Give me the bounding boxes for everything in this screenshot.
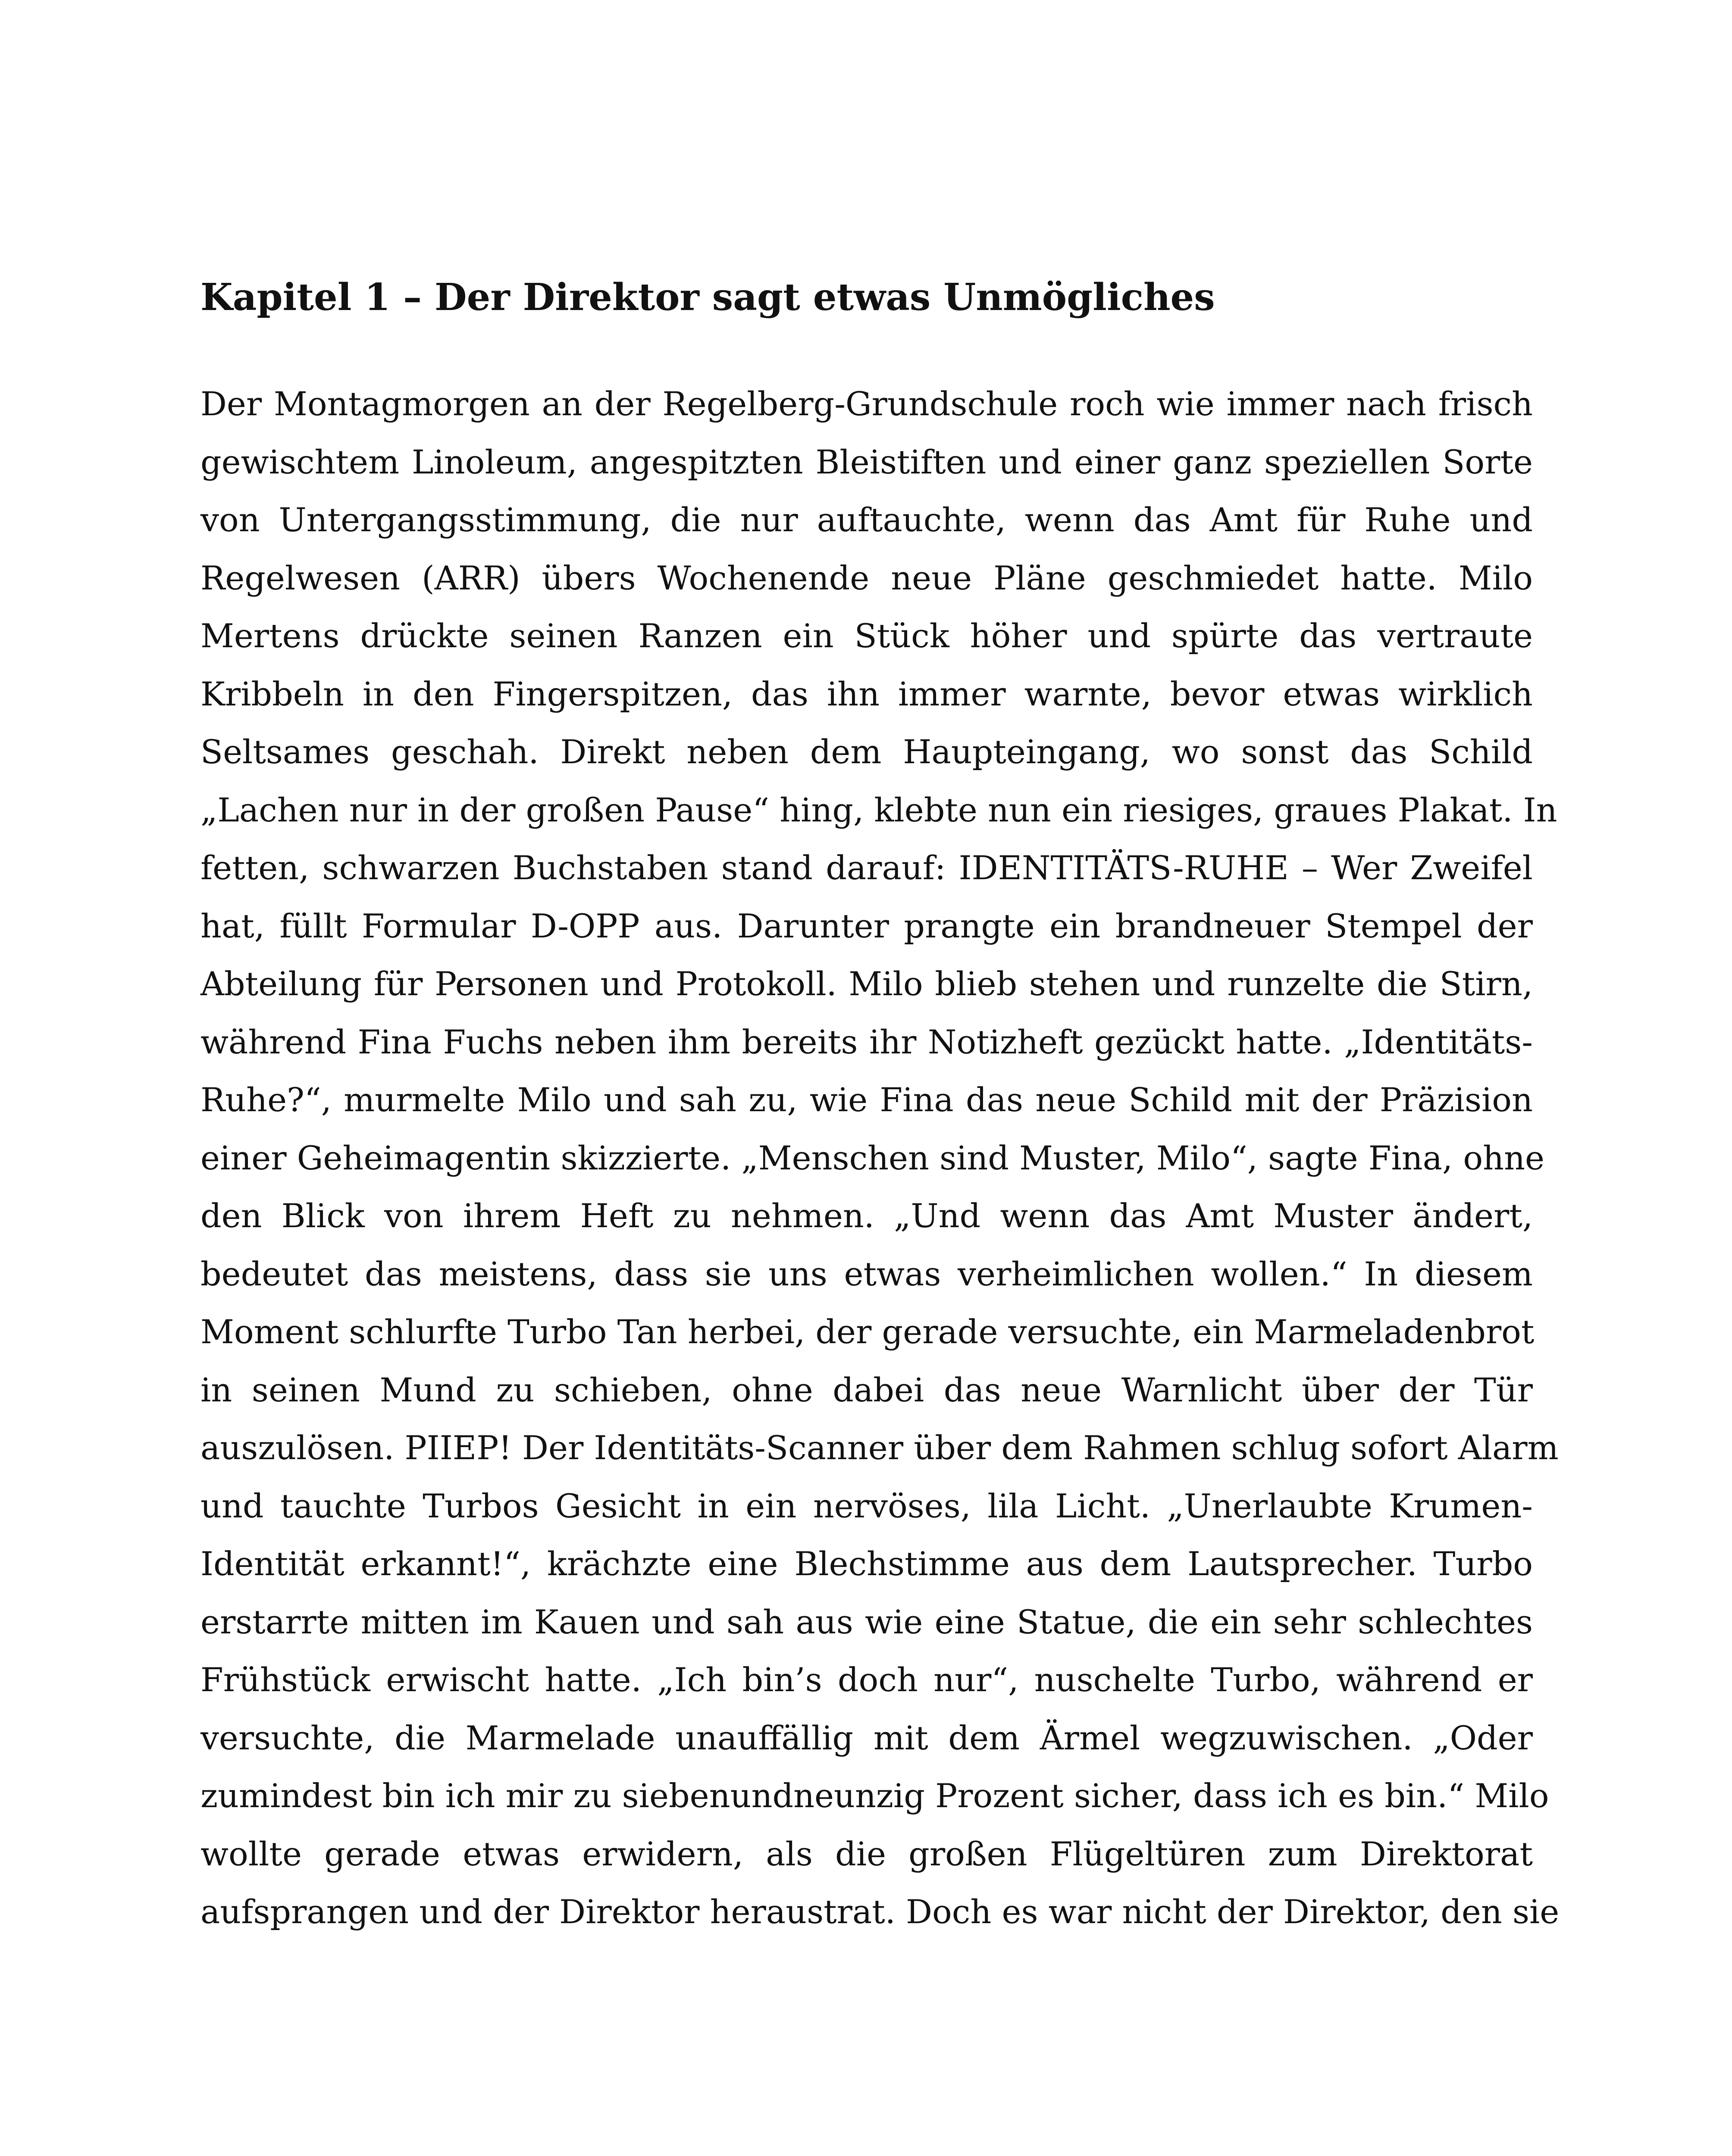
text-line: Identität erkannt!“, krächzte eine Blechstimme aus dem Lautsprecher. Turbo [200, 1545, 1533, 1583]
text-line: erstarrte mitten im Kauen und sah aus wie eine Statue, die ein sehr schlechtes [200, 1602, 1533, 1641]
chapter-body [200, 375, 1560, 1941]
text-line: aufsprangen und der Direktor heraustrat. Doch es war nicht der Direktor, den sie [200, 1893, 1560, 1931]
text-line: Abteilung für Personen und Protokoll. Milo blieb stehen und runzelte die Stirn, [200, 965, 1533, 1003]
text-line: und tauchte Turbos Gesicht in ein nervöses, lila Licht. „Unerlaubte Krumen- [200, 1486, 1533, 1525]
text-line: Regelwesen (ARR) übers Wochenende neue Pläne geschmiedet hatte. Milo [200, 558, 1533, 597]
chapter-heading: Kapitel 1 – Der Direktor sagt etwas Unmögliches [200, 276, 1215, 319]
text-line: einer Geheimagentin skizzierte. „Menschen sind Muster, Milo“, sagte Fina, ohne [200, 1138, 1545, 1177]
text-line: während Fina Fuchs neben ihm bereits ihr Notizheft gezückt hatte. „Identitäts- [200, 1022, 1533, 1061]
text-line: versuchte, die Marmelade unauffällig mit dem Ärmel wegzuwischen. „Oder [200, 1718, 1533, 1757]
text-line: Seltsames geschah. Direkt neben dem Haupteingang, wo sonst das Schild [200, 733, 1533, 771]
text-line: den Blick von ihrem Heft zu nehmen. „Und wenn das Amt Muster ändert, [200, 1197, 1533, 1235]
text-line: fetten, schwarzen Buchstaben stand darauf: IDENTITÄTS-RUHE – Wer Zweifel [200, 849, 1533, 887]
text-line: gewischtem Linoleum, angespitzten Bleistiften und einer ganz speziellen Sorte [200, 442, 1533, 481]
text-line: in seinen Mund zu schieben, ohne dabei das neue Warnlicht über der Tür [200, 1370, 1533, 1409]
text-line: bedeutet das meistens, dass sie uns etwas verheimlichen wollen.“ In diesem [200, 1254, 1533, 1293]
text-line: Der Montagmorgen an der Regelberg-Grundschule roch wie immer nach frisch [200, 385, 1533, 423]
text-line: von Untergangsstimmung, die nur auftauchte, wenn das Amt für Ruhe und [200, 501, 1533, 539]
text-line: Mertens drückte seinen Ranzen ein Stück höher und spürte das vertraute [200, 617, 1533, 655]
text-line: hat, füllt Formular D-OPP aus. Darunter prangte ein brandneuer Stempel der [200, 906, 1533, 945]
text-line: Ruhe?“, murmelte Milo und sah zu, wie Fina das neue Schild mit der Präzision [200, 1081, 1533, 1119]
text-line: wollte gerade etwas erwidern, als die großen Flügeltüren zum Direktorat [200, 1834, 1533, 1873]
text-line: zumindest bin ich mir zu siebenundneunzig Prozent sicher, dass ich es bin.“ Milo [200, 1777, 1549, 1815]
text-line: Kribbeln in den Fingerspitzen, das ihn immer warnte, bevor etwas wirklich [200, 674, 1533, 713]
text-line: auszulösen. PIIEP! Der Identitäts-Scanner über dem Rahmen schlug sofort Alarm [200, 1429, 1559, 1467]
text-line: Moment schlurfte Turbo Tan herbei, der gerade versuchte, ein Marmeladenbrot [200, 1313, 1535, 1351]
text-line: „Lachen nur in der großen Pause“ hing, klebte nun ein riesiges, graues Plakat. In [200, 790, 1557, 829]
text-line: Frühstück erwischt hatte. „Ich bin’s doch nur“, nuschelte Turbo, während er [200, 1661, 1533, 1699]
